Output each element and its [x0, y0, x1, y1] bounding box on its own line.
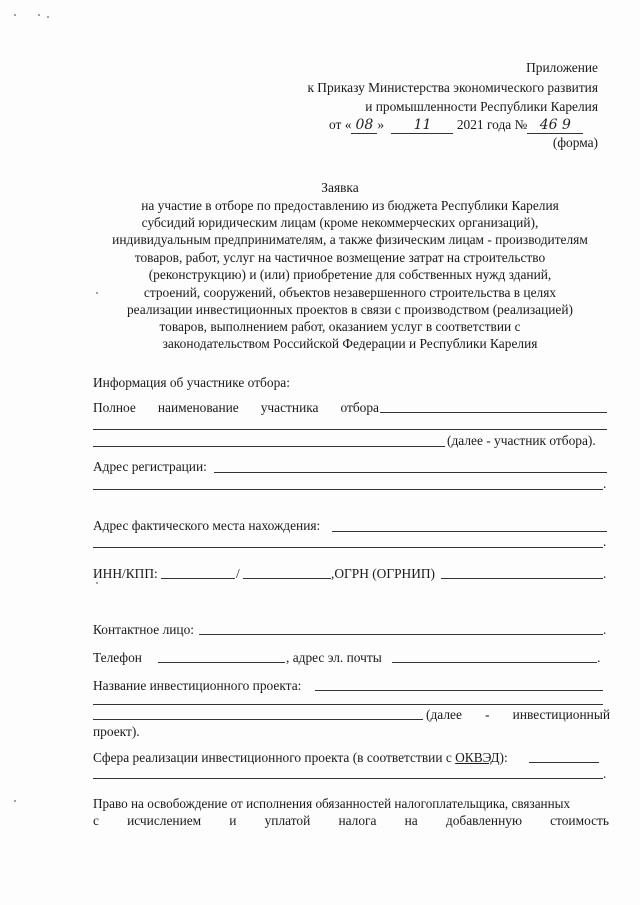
period: . — [597, 650, 601, 665]
period: . — [603, 622, 607, 637]
title-line-7: реализации инвестиционных проектов в связи с производством (реализацией) — [126, 302, 573, 317]
order-reference: к Приказу Министерства экономического развития — [307, 80, 598, 95]
full-name-label — [93, 400, 379, 416]
full-name-field-line-2[interactable] — [93, 429, 607, 430]
date-mid: » — [377, 117, 385, 132]
period: . — [603, 534, 607, 549]
ogrn-label: ,ОГРН (ОГРНИП) — [331, 566, 436, 581]
ogrn-field-line[interactable] — [441, 578, 603, 579]
email-label: , адрес эл. почты — [286, 650, 382, 665]
kpp-field-line[interactable] — [243, 578, 331, 579]
vat-word: налога — [338, 813, 377, 828]
scan-speck — [47, 16, 49, 18]
title-line-5: (реконструкцию) и (или) приобретение для собственных нужд зданий, — [148, 267, 552, 282]
project-end: проект). — [93, 724, 140, 739]
date-year-text: 2021 года № — [456, 117, 528, 132]
scan-speck — [38, 14, 40, 16]
date-day-field — [351, 117, 377, 134]
order-number-handwritten: 46 9 — [539, 117, 571, 133]
project-name-field-line-1[interactable] — [315, 690, 603, 691]
ministry-line: и промышленности Республики Карелия — [365, 99, 598, 114]
title-line-6: строений, сооружений, объектов незавершенного строительства в целях — [143, 285, 557, 300]
date-month-handwritten: 11 — [413, 117, 432, 133]
period: . — [603, 476, 607, 491]
title-line-9: законодательством Российской Федерации и Республики Карелия — [162, 336, 538, 351]
project-suffix — [426, 707, 610, 723]
vat-word: и — [229, 813, 237, 828]
vat-word: добавленную — [445, 813, 522, 828]
phone-label: Телефон — [93, 650, 142, 665]
title-line-2: субсидий юридическим лицам (кроме некоммерческих организаций), — [141, 215, 539, 230]
sphere-prefix: Сфера реализации инвестиционного проекта (в соответствии с — [93, 750, 456, 765]
form-label: (форма) — [552, 135, 598, 150]
application-heading: Заявка — [321, 180, 359, 195]
order-date-line — [329, 117, 583, 134]
full-name-word: наименование — [157, 400, 239, 415]
email-field-line[interactable] — [392, 662, 597, 663]
title-line-3: индивидуальным предпринимателям, а также физическим лицам - производителям — [112, 232, 588, 247]
full-name-word: Полное — [93, 400, 136, 415]
participant-info-heading: Информация об участнике отбора: — [93, 375, 290, 390]
project-sphere-field-line-1[interactable] — [529, 762, 599, 763]
contact-person-field-line[interactable] — [199, 634, 603, 635]
date-day-handwritten: 08 — [355, 117, 374, 133]
project-sphere-field-line-2[interactable] — [93, 778, 603, 779]
vat-word: исчислением — [127, 813, 202, 828]
vat-exemption-line-2 — [93, 813, 609, 829]
contact-person-label: Контактное лицо: — [93, 622, 195, 637]
scan-speck — [14, 800, 16, 802]
participant-suffix: (далее - участник отбора). — [447, 433, 596, 448]
registration-address-field-line-1[interactable] — [214, 472, 607, 473]
project-suffix-word: - — [485, 707, 490, 722]
actual-address-field-line-2[interactable] — [93, 547, 603, 548]
inn-kpp-slash: / — [236, 566, 240, 581]
inn-kpp-label: ИНН/КПП: — [93, 566, 158, 581]
vat-word: уплатой — [264, 813, 311, 828]
okved-link[interactable]: ОКВЭД — [455, 750, 500, 765]
date-prefix: от « — [329, 117, 352, 132]
inn-field-line[interactable] — [161, 578, 235, 579]
sphere-suffix: ): — [499, 750, 508, 765]
appendix-label: Приложение — [526, 60, 598, 75]
full-name-field-line-1[interactable] — [380, 412, 607, 413]
actual-address-label: Адрес фактического места нахождения: — [93, 518, 321, 533]
scan-speck — [14, 14, 16, 16]
period: . — [603, 566, 607, 581]
scan-speck — [96, 582, 98, 584]
project-suffix-word: инвестиционный — [512, 707, 610, 722]
registration-address-field-line-2[interactable] — [93, 489, 603, 490]
project-sphere-label — [93, 750, 508, 766]
project-name-label: Название инвестиционного проекта: — [93, 678, 302, 693]
vat-word: на — [404, 813, 418, 828]
full-name-field-line-3[interactable] — [93, 446, 445, 447]
title-line-4: товаров, работ, услуг на частичное возмещение затрат на строительство — [134, 250, 546, 265]
registration-address-label: Адрес регистрации: — [93, 459, 207, 474]
project-name-field-line-2[interactable] — [93, 704, 603, 705]
full-name-word: участника — [260, 400, 319, 415]
project-suffix-word: (далее — [426, 707, 462, 722]
vat-word: стоимость — [550, 813, 609, 828]
date-month-field — [391, 117, 453, 134]
actual-address-field-line-1[interactable] — [332, 531, 607, 532]
project-name-field-line-3[interactable] — [93, 719, 423, 720]
full-name-word: отбора — [340, 400, 379, 415]
period: . — [603, 766, 607, 781]
vat-word: с — [93, 813, 99, 828]
title-line-1: на участие в отборе по предоставлению из бюджета Республики Карелия — [141, 198, 559, 213]
phone-field-line[interactable] — [158, 662, 285, 663]
order-number-field — [527, 117, 583, 134]
title-line-8: товаров, выполнением работ, оказанием услуг в соответствии с — [159, 319, 521, 334]
vat-exemption-line-1: Право на освобождение от исполнения обязанностей налогоплательщика, связанных — [93, 796, 571, 811]
